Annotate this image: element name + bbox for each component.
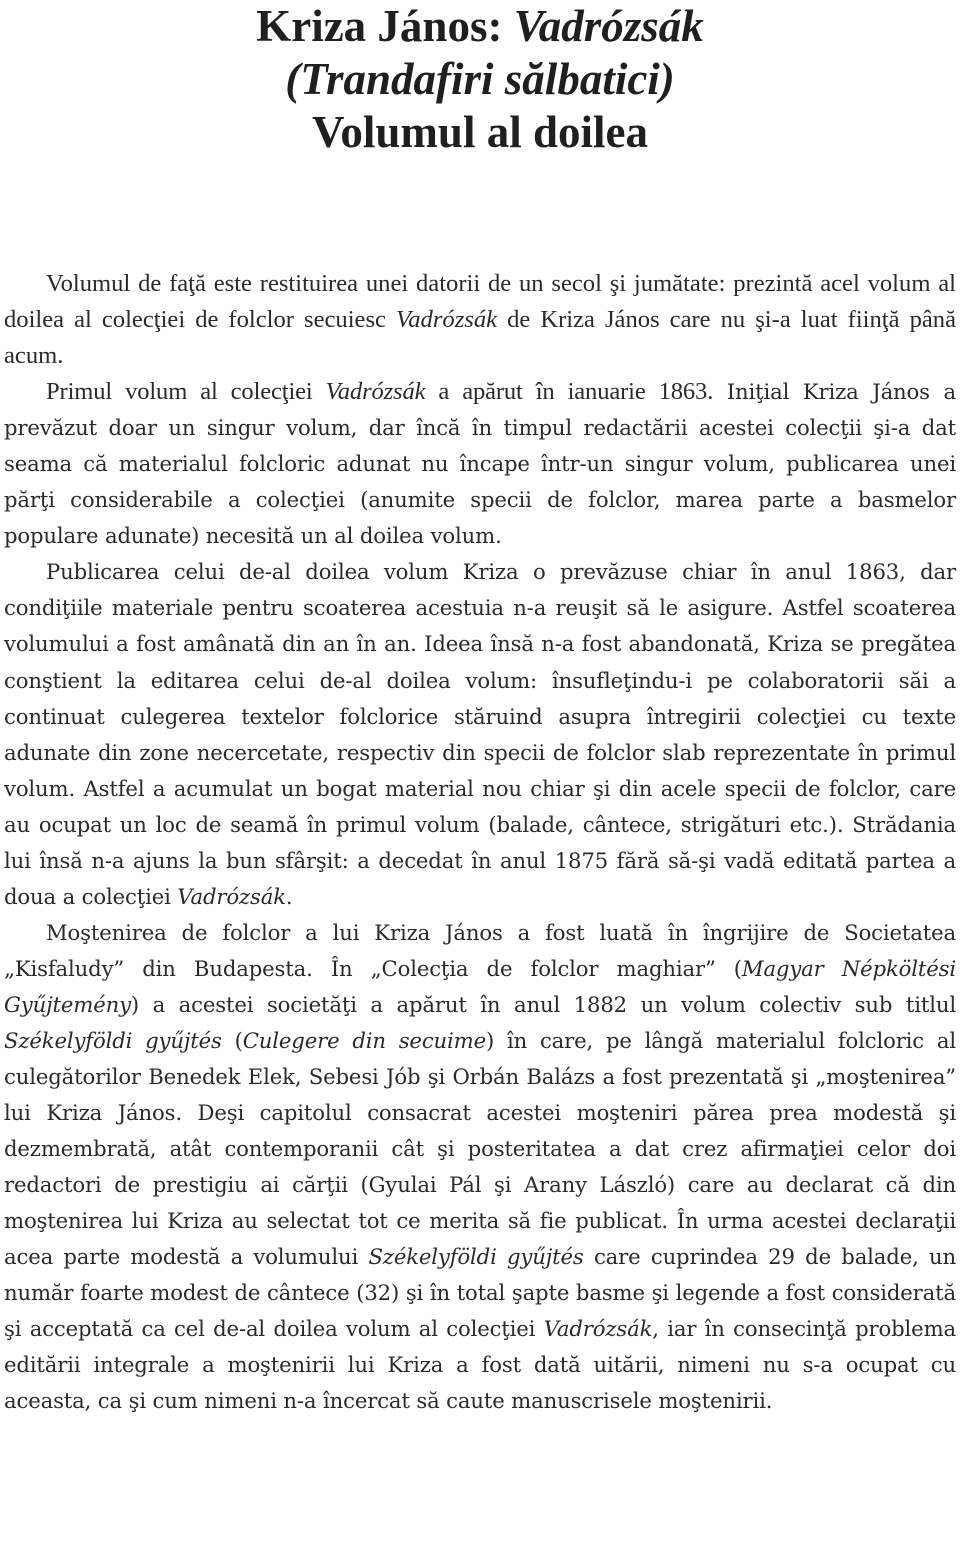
- title-line-1: [0, 0, 960, 53]
- paragraph-1-italic-title: Vadrózsák: [395, 306, 498, 334]
- paragraph-1-text-a: Volumul de faţă este restituirea unei datorii de un secol şi jumătate: prezintă acel volum al doilea al colecţiei de folclor secuiesc: [4, 270, 956, 334]
- paragraph-4-italic-f: Culegere din secuime: [242, 1027, 486, 1053]
- paragraph-4-text-i: care cuprindea 29 de balade, un număr foarte modest de cântece (32) şi în total şapte basme şi legende a fost considerată şi acceptată ca cel de-al doilea volum al colecţiei: [4, 1244, 956, 1342]
- paragraph-4-text-g: ) în care, pe lângă materialul folcloric al culegătorilor Benedek Elek, Sebesi Jób şi Orbán Balázs a fost prezentată şi „moştenirea” lui Kriza János. Deşi capitolul consacrat acestei moşteniri părea prea modestă şi dezmembrată, atât contemporanii cât şi posteritatea a dat crez afirmaţiei celor doi redactori de prestigiu ai cărţii (Gyulai Pál şi Arany László) care au declarat că din moştenirea lui Kriza au selectat tot ce merita să fie publicat. În urma acestei declaraţii acea parte modestă a volumului: [4, 1027, 956, 1270]
- paragraph-4-text-k: , iar în consecinţă problema editării integrale a moştenirii lui Kriza a fost dată uitării, nimeni nu s-a ocupat cu aceasta, ca şi cum nimeni n-a încercat să caute manuscrisele moştenirii.: [4, 1316, 956, 1414]
- paragraph-1-text-c: de Kriza János care nu şi-a luat fiinţă până acum.: [4, 306, 957, 370]
- paragraph-2-text-d: Iniţial Kriza János a prevăzut doar un singur volum, dar încă în timpul redactării acestei colecţii şi-a dat seama că materialul folcloric adunat nu încape într-un singur volum, publicarea unei părţi considerabile a colecţiei (anumite specii de folclor, marea parte a basmelor populare adunate) necesită un al doilea volum.: [4, 379, 956, 549]
- paragraph-3-italic-title: Vadrózsák: [177, 883, 286, 909]
- paragraph-1: [4, 266, 956, 374]
- paragraph-3-text-c: .: [285, 883, 293, 909]
- document-title: [0, 0, 960, 159]
- paragraph-2-italic-title: Vadrózsák: [325, 378, 426, 406]
- body-text: [4, 266, 956, 1420]
- paragraph-4-text-e: (: [221, 1027, 243, 1053]
- paragraph-4-italic-j: Vadrózsák: [543, 1316, 653, 1342]
- title-author: Kriza János:: [256, 1, 503, 51]
- title-line-3: Volumul al doilea: [312, 107, 648, 157]
- paragraph-3: [4, 554, 956, 914]
- paragraph-2: [4, 374, 956, 554]
- title-work: Vadrózsák: [513, 1, 704, 51]
- paragraph-4-text-c: ) a acestei societăţi a apărut în anul 1882 un volum colectiv sub titlul: [130, 991, 956, 1017]
- paragraph-2-lead: [46, 378, 713, 405]
- paragraph-2-text-c: a apărut în ianuarie 1863.: [425, 378, 714, 406]
- paragraph-4-text-a: Moştenirea de folclor a lui Kriza János a fost luată în îngrijire de Societatea „Kisfaludy” din Budapesta. În „Colecţia de folclor maghiar” (: [4, 919, 956, 981]
- paragraph-4: [4, 915, 956, 1420]
- paragraph-4-italic-b: Magyar Népköltési Gyűjtemény: [4, 955, 956, 1017]
- title-line-2: (Trandafiri sălbatici): [285, 54, 675, 104]
- paragraph-4-italic-h: Székelyföldi gyűjtés: [368, 1244, 584, 1270]
- paragraph-4-italic-d: Székelyföldi gyűjtés: [4, 1027, 222, 1053]
- paragraph-3-text-a: Publicarea celui de-al doilea volum Kriza o prevăzuse chiar în anul 1863, dar condiţiile materiale pentru scoaterea acestuia n-a reuşit să le asigure. Astfel scoaterea volumului a fost amânată din an în an. Ideea însă n-a fost abandonată, Kriza se pregătea conştient la editarea celui de-al doilea volum: însufleţindu-i pe colaboratorii săi a continuat culegerea textelor folclorice stăruind asupra întregirii colecţiei cu texte adunate din zone necercetate, respectiv din specii de folclor slab reprezentate în primul volum. Astfel a acumulat un bogat material nou chiar şi din acele specii de folclor, care au ocupat un loc de seamă în primul volum (balade, cântece, strigături etc.). Strădania lui însă n-a ajuns la bun sfârşit: a decedat în anul 1875 fără să-şi vadă editată partea a doua a colecţiei: [4, 559, 956, 909]
- paragraph-2-text-a: Primul volum al colecţiei: [46, 378, 326, 406]
